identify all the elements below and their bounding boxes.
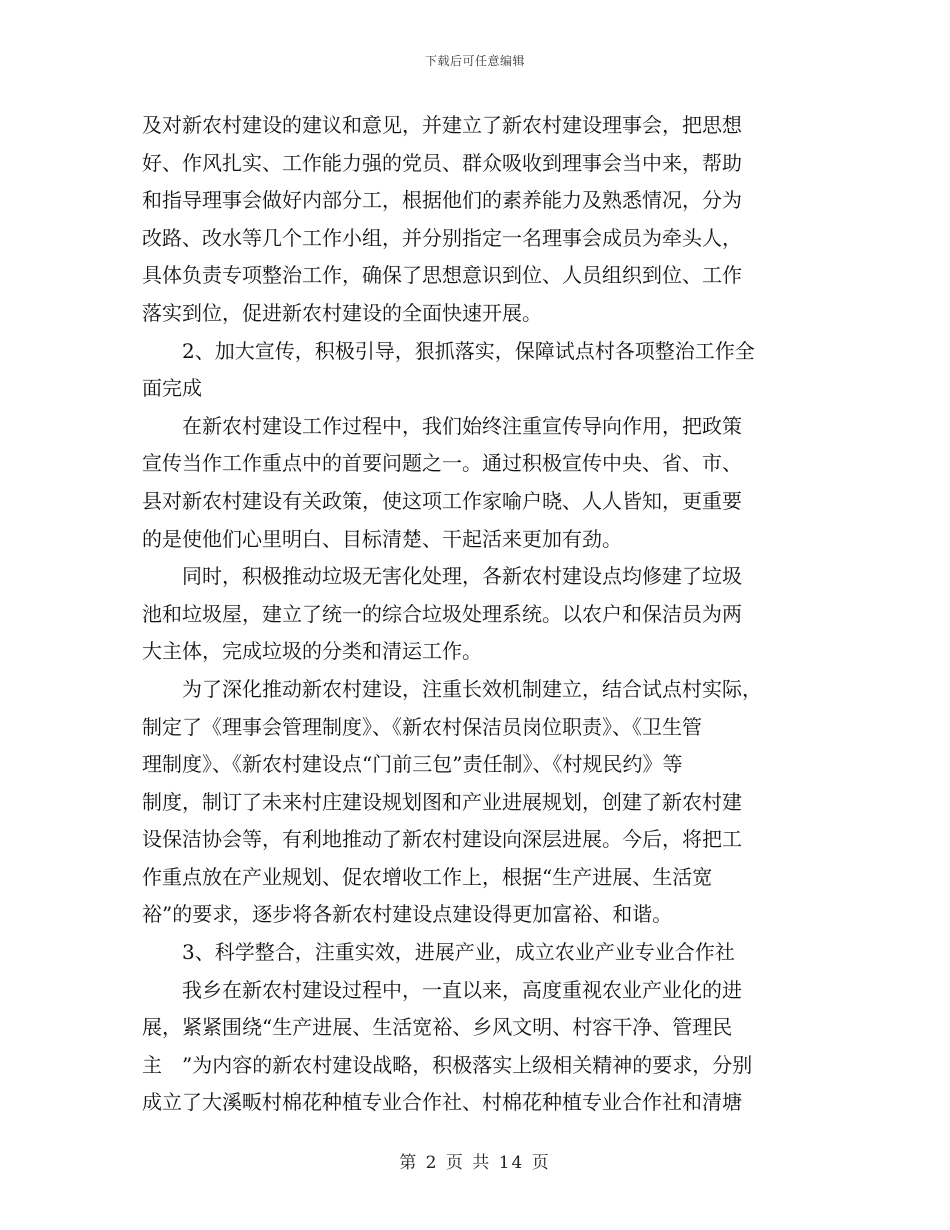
text-line: 池和垃圾屋，建立了统一的综合垃圾处理系统。以农户和保洁员为两 <box>142 601 742 626</box>
text-line: 展，紧紧围绕“生产进展、生活宽裕、乡风文明、村容干净、管理民 <box>142 1015 733 1040</box>
text-line: 作重点放在产业规划、促农增收工作上，根据“生产进展、生活宽 <box>142 864 713 889</box>
body-text <box>142 107 802 1122</box>
text-line: 制定了《理事会管理制度》、《新农村保洁员岗位职责》、《卫生管 <box>142 714 702 739</box>
page-header: 下载后可任意编辑 <box>424 54 525 68</box>
text-line: 和指导理事会做好内部分工，根据他们的素养能力及熟悉情况，分为 <box>142 188 742 213</box>
text-line: 好、作风扎实、工作能力强的党员、群众吸收到理事会当中来，帮助 <box>142 150 742 175</box>
text-line: 及对新农村建设的建议和意见，并建立了新农村建设理事会，把思想 <box>142 113 742 137</box>
text-line: 落实到位，促进新农村建设的全面快速开展。 <box>142 300 542 325</box>
text-line: 面完成 <box>142 376 202 401</box>
text-line: 县对新农村建设有关政策，使这项工作家喻户晓、人人皆知，更重要 <box>142 488 742 513</box>
text-line: 为了深化推动新农村建设，注重长效机制建立，结合试点村实际， <box>142 676 762 701</box>
text-line: 2、加大宣传，积极引导，狠抓落实，保障试点村各项整治工作全 <box>142 338 755 363</box>
text-line: 宣传当作工作重点中的首要问题之一。通过积极宣传中央、省、市、 <box>142 451 742 476</box>
text-line: 具体负责专项整治工作，确保了思想意识到位、人员组织到位、工作 <box>142 263 742 288</box>
text-line: 理制度》、《新农村建设点“门前三包”责任制》、《村规民约》等 <box>142 752 683 777</box>
text-line: 3、科学整合，注重实效，进展产业，成立农业产业专业合作社 <box>142 940 735 965</box>
text-line: 成立了大溪畈村棉花种植专业合作社、村棉花种植专业合作社和清塘 <box>142 1090 742 1115</box>
text-line: 在新农村建设工作过程中，我们始终注重宣传导向作用，把政策 <box>142 413 742 438</box>
text-line: 设保洁协会等，有利地推动了新农村建设向深层进展。今后，将把工 <box>142 827 742 852</box>
text-line: 我乡在新农村建设过程中，一直以来，高度重视农业产业化的进 <box>142 977 742 1002</box>
text-line: 同时，积极推动垃圾无害化处理，各新农村建设点均修建了垃圾 <box>142 564 742 589</box>
text-line: 制度，制订了未来村庄建设规划图和产业进展规划，创建了新农村建 <box>142 789 742 814</box>
text-line: 大主体，完成垃圾的分类和清运工作。 <box>142 639 482 664</box>
text-line: 裕”的要求，逐步将各新农村建设点建设得更加富裕、和谐。 <box>142 902 673 927</box>
text-line: 的是使他们心里明白、目标清楚、干起活来更加有劲。 <box>142 526 622 551</box>
text-line: 主 ”为内容的新农村建设战略，积极落实上级相关精神的要求，分别 <box>142 1052 753 1077</box>
text-line: 改路、改水等几个工作小组，并分别指定一名理事会成员为牵头人， <box>142 225 742 250</box>
page-footer: 第 2 页 共 14 页 <box>399 1153 551 1173</box>
